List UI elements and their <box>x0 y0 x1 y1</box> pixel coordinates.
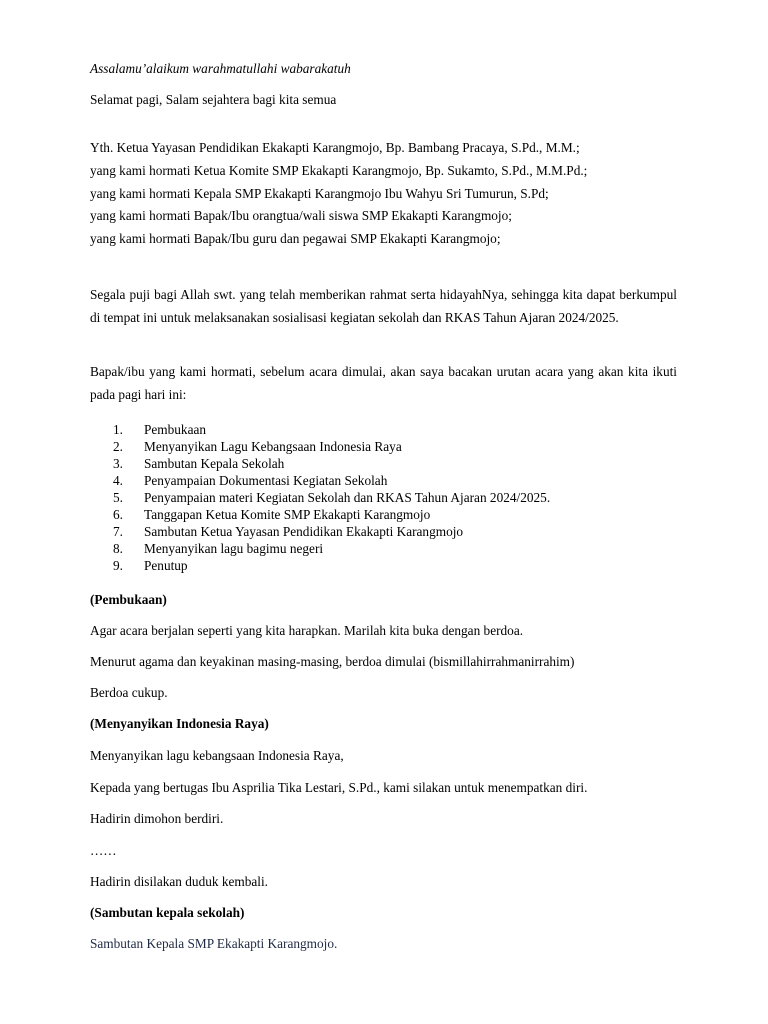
agenda-text: Penutup <box>144 558 188 573</box>
pembukaan-paragraph: Menurut agama dan keyakinan masing-masing, berdoa dimulai (bismillahirrahmanirrahim) <box>90 654 575 669</box>
agenda-text: Menyanyikan Lagu Kebangsaan Indonesia Raya <box>144 439 402 454</box>
agenda-text: Tanggapan Ketua Komite SMP Ekakapti Karangmojo <box>144 507 431 522</box>
indonesia-raya-paragraph: Hadirin dimohon berdiri. <box>90 811 224 826</box>
agenda-number: 6. <box>113 507 123 522</box>
salam-greeting: Assalamu’alaikum warahmatullahi wabarakatuh <box>90 61 351 76</box>
agenda-text: Pembukaan <box>144 422 207 437</box>
agenda-number: 5. <box>113 490 123 505</box>
agenda-number: 3. <box>113 456 123 471</box>
honorific-line: Yth. Ketua Yayasan Pendidikan Ekakapti Karangmojo, Bp. Bambang Pracaya, S.Pd., M.M.; <box>90 140 580 155</box>
agenda-text: Sambutan Kepala Sekolah <box>144 456 285 471</box>
agenda-number: 8. <box>113 541 123 556</box>
morning-greeting: Selamat pagi, Salam sejahtera bagi kita semua <box>90 92 337 107</box>
section-heading-indonesia-raya: (Menyanyikan Indonesia Raya) <box>90 716 269 731</box>
agenda-text: Menyanyikan lagu bagimu negeri <box>144 541 324 556</box>
indonesia-raya-paragraph: Hadirin disilakan duduk kembali. <box>90 874 268 889</box>
agenda-text: Penyampaian Dokumentasi Kegiatan Sekolah <box>144 473 388 488</box>
section-heading-pembukaan: (Pembukaan) <box>90 592 167 607</box>
pembukaan-paragraph: Agar acara berjalan seperti yang kita harapkan. Marilah kita buka dengan berdoa. <box>90 623 524 638</box>
honorific-line: yang kami hormati Bapak/Ibu orangtua/wali siswa SMP Ekakapti Karangmojo; <box>90 208 512 223</box>
sambutan-paragraph: Sambutan Kepala SMP Ekakapti Karangmojo. <box>90 936 338 951</box>
agenda-intro: Bapak/ibu yang kami hormati, sebelum acara dimulai, akan saya bacakan urutan acara yang akan kita ikuti pada pagi hari ini: <box>90 364 677 402</box>
agenda-number: 2. <box>113 439 123 454</box>
honorific-line: yang kami hormati Bapak/Ibu guru dan pegawai SMP Ekakapti Karangmojo; <box>90 231 501 246</box>
ellipsis-line: …… <box>90 843 117 858</box>
honorific-line: yang kami hormati Kepala SMP Ekakapti Karangmojo Ibu Wahyu Sri Tumurun, S.Pd; <box>90 186 549 201</box>
agenda-number: 1. <box>113 422 123 437</box>
indonesia-raya-paragraph: Menyanyikan lagu kebangsaan Indonesia Raya, <box>90 748 344 763</box>
agenda-text: Penyampaian materi Kegiatan Sekolah dan RKAS Tahun Ajaran 2024/2025. <box>144 490 551 505</box>
agenda-number: 7. <box>113 524 123 539</box>
indonesia-raya-paragraph: Kepada yang bertugas Ibu Asprilia Tika Lestari, S.Pd., kami silakan untuk menempatkan diri. <box>90 780 588 795</box>
honorific-line: yang kami hormati Ketua Komite SMP Ekakapti Karangmojo, Bp. Sukamto, S.Pd., M.M.Pd.; <box>90 163 588 178</box>
agenda-number: 4. <box>113 473 123 488</box>
pembukaan-paragraph: Berdoa cukup. <box>90 685 168 700</box>
agenda-text: Sambutan Ketua Yayasan Pendidikan Ekakapti Karangmojo <box>144 524 464 539</box>
section-heading-sambutan: (Sambutan kepala sekolah) <box>90 905 245 920</box>
opening-paragraph: Segala puji bagi Allah swt. yang telah memberikan rahmat serta hidayahNya, sehingga kita dapat berkumpul di tempat ini untuk melaksanakan sosialisasi kegiatan sekolah dan RKAS Tahun Ajaran 2024/2025. <box>90 287 677 325</box>
agenda-number: 9. <box>113 558 123 573</box>
